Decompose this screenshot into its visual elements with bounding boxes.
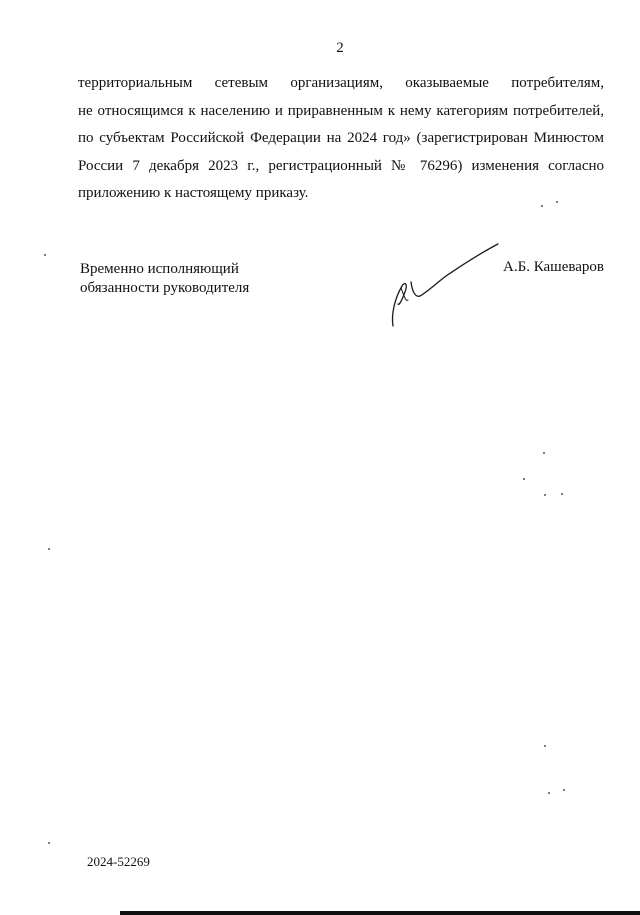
scan-speck [523,478,525,480]
body-line-2: не относящимся к населению и приравненным к нему категориям потребителей, [78,102,604,119]
scan-speck [543,452,545,454]
scan-speck [561,493,563,495]
body-line-3: по субъектам Российской Федерации на 2024 год» (зарегистрирован Минюстом [78,130,604,146]
scan-speck [44,254,46,256]
signer-position-line-1: Временно исполняющий [80,261,239,277]
scan-speck [48,548,50,550]
scan-speck [48,842,50,844]
scan-speck [544,494,546,496]
body-line-5: приложению к настоящему приказу. [78,185,309,201]
document-number: 2024-52269 [87,854,150,869]
body-line-1: территориальным сетевым организациям, оказываемые потребителям, [78,75,604,91]
signer-name: А.Б. Кашеваров [503,259,604,275]
body-line-4: России 7 декабря 2023 г., регистрационный № 76296) изменения согласно [78,157,604,174]
signer-position-line-2: обязанности руководителя [80,280,250,296]
body-paragraph [78,70,604,208]
scan-speck [556,201,558,203]
handwritten-signature [380,238,505,338]
scan-bottom-edge [120,911,640,915]
page-number: 2 [336,40,344,56]
scan-speck [544,745,546,747]
scan-speck [541,205,543,207]
scan-speck [548,792,550,794]
scan-speck [563,789,565,791]
signer-position [80,260,249,298]
